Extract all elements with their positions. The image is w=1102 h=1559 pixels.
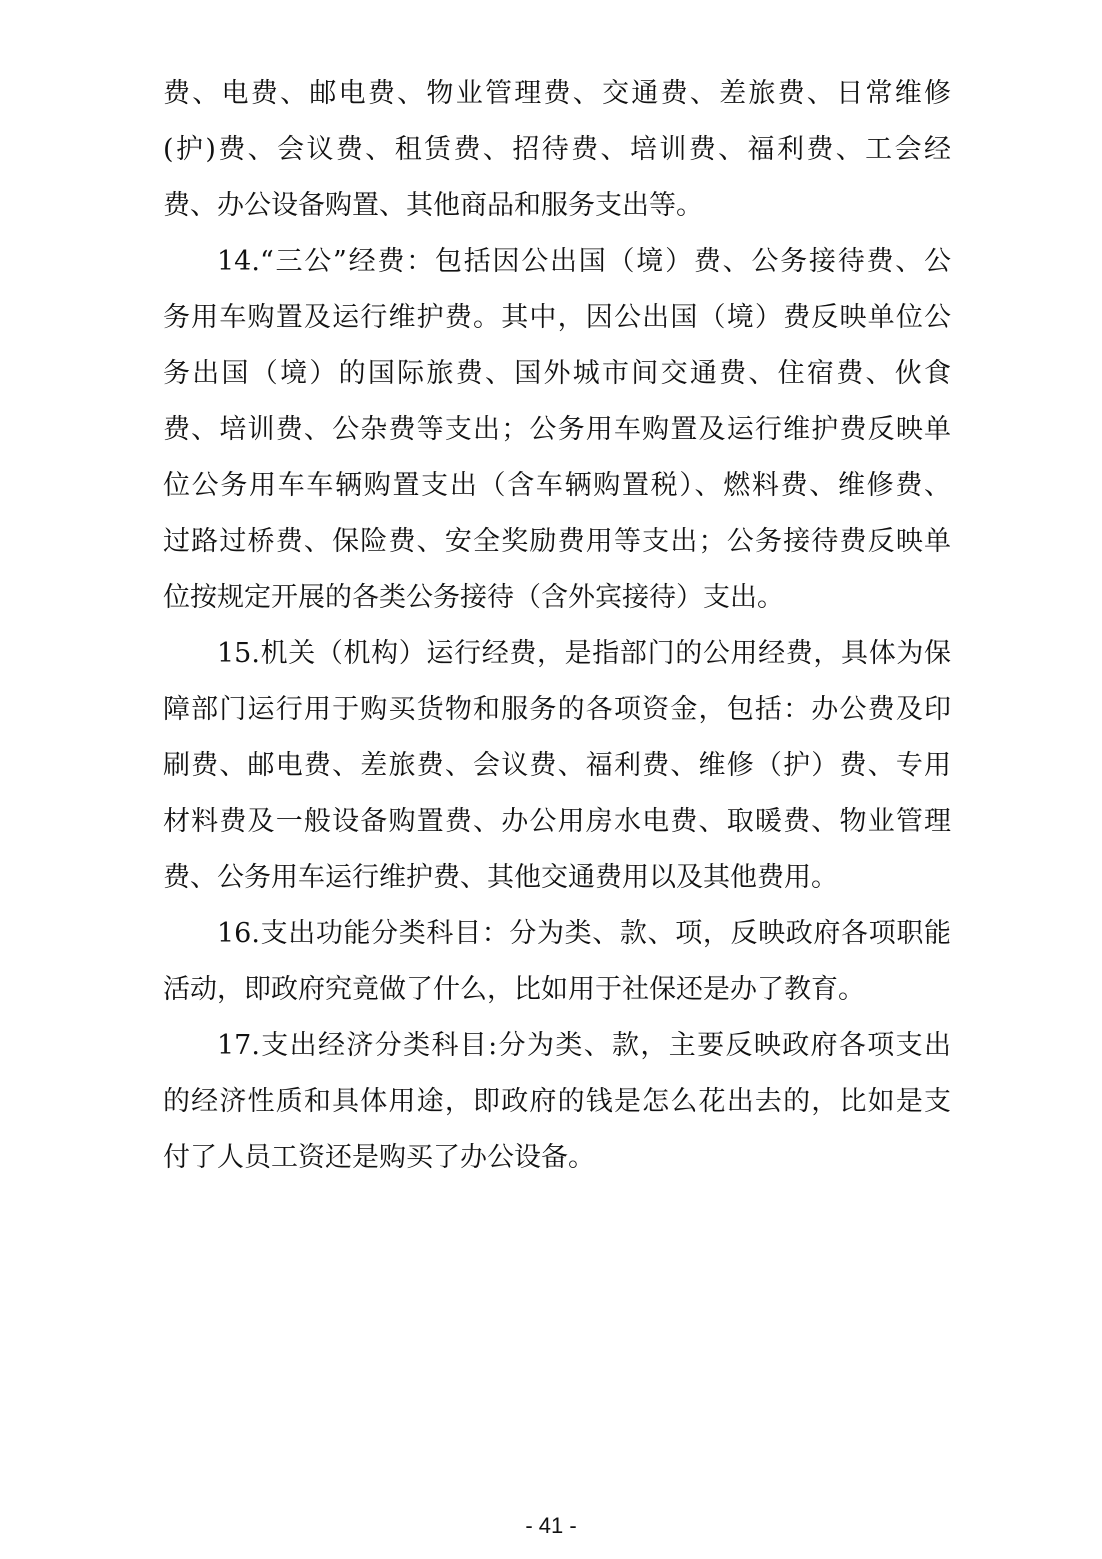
text-line: 费、电费、邮电费、物业管理费、交通费、差旅费、日常维修	[163, 78, 951, 109]
text-line: 障部门运行用于购买货物和服务的各项资金，包括：办公费及印	[163, 694, 951, 725]
text-line: 费、培训费、公杂费等支出；公务用车购置及运行维护费反映单	[163, 414, 951, 445]
text-line: 过路过桥费、保险费、安全奖励费用等支出；公务接待费反映单	[163, 526, 951, 557]
text-line: 务用车购置及运行维护费。其中，因公出国（境）费反映单位公	[163, 302, 951, 333]
text-line: 活动，即政府究竟做了什么，比如用于社保还是办了教育。	[163, 974, 865, 1005]
text-line: 的经济性质和具体用途，即政府的钱是怎么花出去的，比如是支	[163, 1086, 951, 1117]
text-line: 14.“三公”经费：包括因公出国（境）费、公务接待费、公	[217, 246, 951, 277]
text-line: 位按规定开展的各类公务接待（含外宾接待）支出。	[163, 582, 784, 613]
text-line: 15.机关（机构）运行经费，是指部门的公用经费，具体为保	[217, 638, 951, 669]
text-line: 务出国（境）的国际旅费、国外城市间交通费、住宿费、伙食	[163, 358, 951, 389]
text-line: 17.支出经济分类科目:分为类、款，主要反映政府各项支出	[217, 1030, 951, 1061]
text-line: 费、公务用车运行维护费、其他交通费用以及其他费用。	[163, 862, 838, 893]
text-line: 16.支出功能分类科目：分为类、款、项，反映政府各项职能	[217, 918, 951, 949]
text-line: 位公务用车车辆购置支出（含车辆购置税）、燃料费、维修费、	[163, 470, 951, 501]
text-line: 材料费及一般设备购置费、办公用房水电费、取暖费、物业管理	[163, 806, 951, 837]
text-line: 付了人员工资还是购买了办公设备。	[163, 1142, 595, 1173]
page-number: - 41 -	[525, 1513, 577, 1538]
text-line: 刷费、邮电费、差旅费、会议费、福利费、维修（护）费、专用	[163, 750, 951, 781]
text-line: (护)费、会议费、租赁费、招待费、培训费、福利费、工会经	[163, 134, 951, 165]
text-line: 费、办公设备购置、其他商品和服务支出等。	[163, 190, 703, 221]
